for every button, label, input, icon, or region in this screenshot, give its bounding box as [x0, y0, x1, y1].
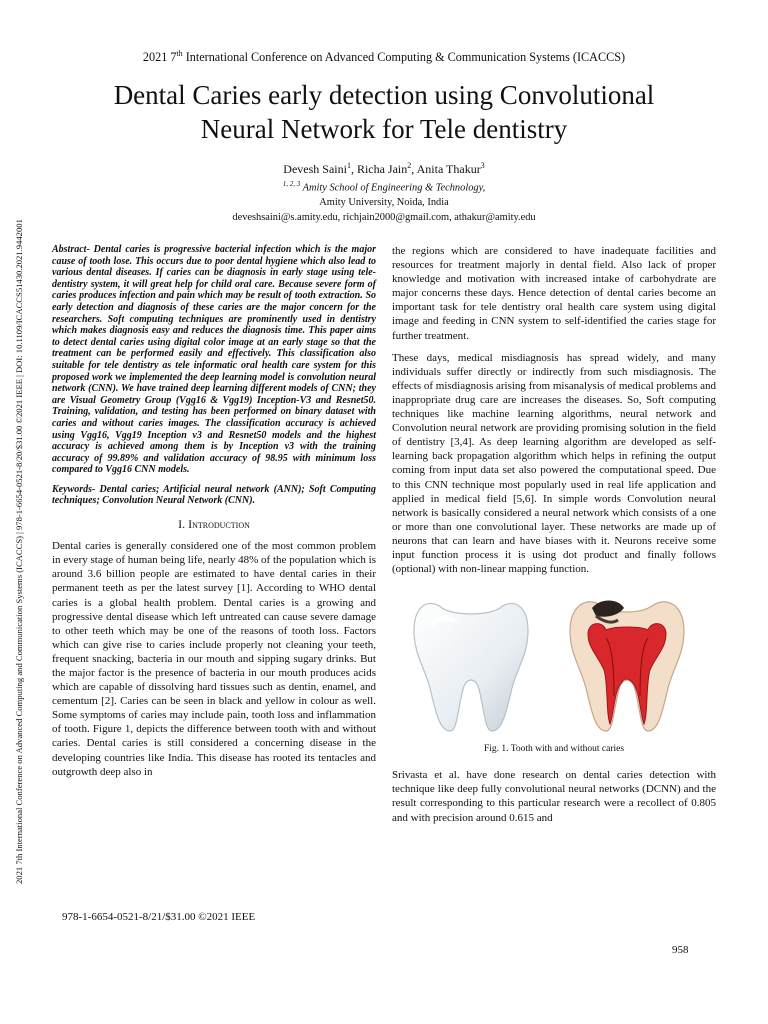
page-number: 958 — [672, 944, 689, 956]
title-line-2: Neural Network for Tele dentistry — [200, 114, 568, 144]
tooth-figure — [392, 586, 716, 736]
author-emails: deveshsaini@s.amity.edu, richjain2000@gmail.com, athakur@amity.edu — [232, 212, 536, 224]
conference-header: 2021 7th International Conference on Advanced Computing & Communication Systems (ICACCS) — [142, 49, 626, 65]
left-column — [52, 244, 376, 779]
right-paragraph-2: These days, medical misdiagnosis has spread widely, and many individuals suffer directly or indirectly from such misdiagnosis. The effects of misdiagnosis arising from misanalysis of medical problems and inappropriate drug care are increases the diseases. So, Soft computing techniques like machine learning algorithms, neural network and Convolution neural network are providing promising solution in the field of dentistry [3,4]. As deep learning algorithm are developed as self-learning back propagation algorithm which helps in refining the output coming from input data set also powered the computational speed. Due to this CNN technique most popularly used in real life application and applied in medical field [5,6]. In simple words Convolution neural network is basically considered a neural network which consists of a one or more than one convolutional layer. These networks are made up of neurons that can learn and have biases with it. Neurons receive some input function process it is using dot product and finally follows (optional) with non-linear mapping function. — [392, 351, 716, 576]
doi-side-note: 2021 7th International Conference on Advanced Computing and Communication Systems (ICACCS) | 978-1-6654-0521-8/20/$31.00 ©2021 IEEE | DOI: 10.1109/ICACCS51430.2021.9442001 — [14, 219, 24, 884]
right-paragraph-1: the regions which are considered to have inadequate facilities and resources for treatment majorly in dental field. Also lack of proper knowledge and motivation with increased intake of carbohydrate are major concerns these days. Hence detection of dental caries become an important task for tele dentistry oral health care system using digital image and feeding in CNN system to self-identified the caries stage for further treatment. — [392, 245, 716, 342]
affiliation: $^{1, 2, 3}$ Amity School of Engineering & Technology, — [282, 180, 486, 194]
keywords: Keywords- Dental caries; Artificial neural network (ANN); Soft Computing techniques; Convolution Neural Network (CNN). — [52, 483, 376, 507]
tooth-illustration — [392, 586, 716, 736]
intro-paragraph: Dental caries is generally considered one of the most common problem in every stage of human being life, nearly 48% of the population which is around 3.6 billion people are estimated to have dental caries in their permanent teeth as per the latest survey [1]. According to WHO dental caries is a global health problem. Dental caries is a growing and progressive dental disease which left untreated can cause severe damage to other teeth which may be one of the reasons of tooth loss. Factors which can give rise to caries include properly not cleaning your teeth, frequent snacking, bacteria in our mouth and sipping sugary drinks. But the major factor is the presence of bacteria in our mouth produces acids which are capable of dissolving hard tissues such as dentin, enamel, and cementum [2]. Caries can be seen in black and yellow in colour as well. Some symptoms of caries may include pain, tooth loss and inflammation of tooth. Figure 1, depicts the difference between tooth with and without caries. Dental caries is still considered a concerning disease in the developing countries like India. This disease has rooted its tentacles and outgrowth deep also in — [52, 540, 376, 778]
author-block — [0, 158, 768, 225]
title-line-1: Dental Caries early detection using Convolutional — [113, 80, 655, 110]
copyright-footer: 978-1-6654-0521-8/21/$31.00 ©2021 IEEE — [62, 911, 256, 923]
caries-tooth — [570, 601, 684, 732]
paper-title — [60, 78, 708, 146]
figure-caption: Fig. 1. Tooth with and without caries — [483, 744, 625, 755]
right-column — [392, 244, 716, 825]
author-names: Devesh Saini$^1$, Richa Jain$^2$, Anita Thakur$^3$ — [283, 161, 485, 176]
right-paragraph-3: Srivasta et al. have done research on dental caries detection with technique like deep fully convolutional neural networks (DCNN) and the result corresponding to this particular research were a recollect of 0.805 and with precision around 0.615 and — [392, 769, 716, 824]
section-heading: I. Introduction — [178, 517, 250, 532]
university: Amity University, Noida, India — [319, 197, 449, 209]
abstract: Abstract- Dental caries is progressive bacterial infection which is the major cause of tooth lose. This occurs due to poor dental hygiene which also lead to various dental diseases. If caries can be diagnosis in early stage using tele-dentistry system, it will great help for child oral care. Because severe form of caries produces infection and pain which may be result of tooth extraction. So early detection and diagnosis of these caries are the major concern for the researchers. Soft computing techniques are prominently used in dentistry which makes diagnosis easy and reduces the diagnosis time. This paper aims to detect dental caries using digital color image at an early stage so that the treatment can be performed easily and effectively. This classification also suitable for tele dentistry as tele informatic oral health care system for this proposed work we implemented the deep learning model is convolution neural network (CNN). We have trained deep learning different models of CNN; they are Visual Geometry Group (Vgg16 & Vgg19) Inception-V3 and Resnet50. Training, validation, and testing has been performed on binary dataset with caries and without caries images. The classification accuracy is achieved using Vgg16, Vgg19 Inception v3 and Resnet50 models and the highest accuracy is achieved among them is by Inception v3 with the training accuracy of 99.89% and validation accuracy of 98.95 with minimum loss compared to Vgg16 CNN models. — [52, 244, 376, 476]
healthy-tooth — [414, 604, 528, 732]
